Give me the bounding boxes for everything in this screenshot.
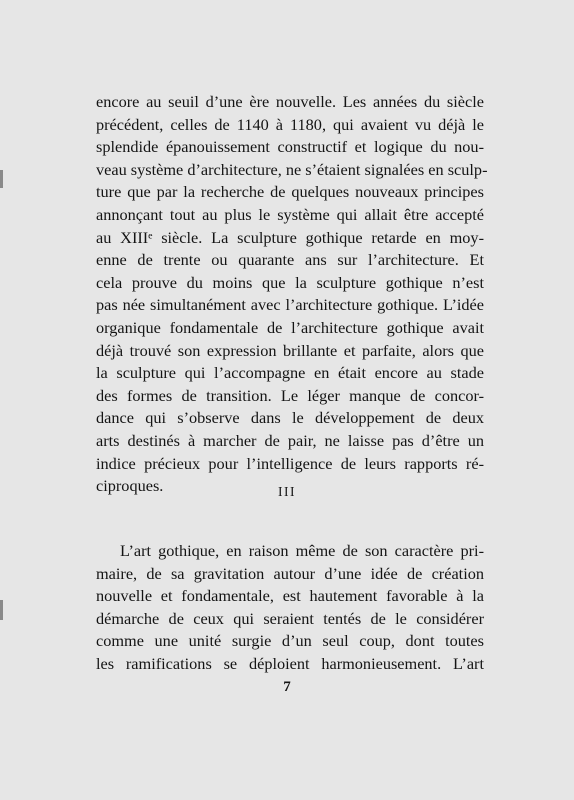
paragraph-continued	[96, 91, 488, 498]
text-line: nouvelle et fondamentale, est hautement favorable à la	[96, 586, 484, 606]
text-line: la sculpture qui l’accompagne en était encore au stade	[96, 363, 484, 383]
text-line: organique fondamentale de l’architecture gothique avait	[96, 317, 484, 337]
text-line-last: ciproques.	[96, 476, 164, 496]
page-number: 7	[283, 679, 291, 695]
text-line: au XIIIᵉ siècle. La sculpture gothique retarde en moy-	[96, 227, 484, 247]
section-heading: III	[278, 484, 296, 499]
text-line: comme une unité surgie d’un seul coup, dont toutes	[96, 631, 484, 651]
paragraph-section-iii	[96, 540, 484, 676]
text-line: annonçant tout au plus le système qui allait être accepté	[96, 204, 484, 224]
text-line: indice précieux pour l’intelligence de leurs rapports ré-	[96, 453, 484, 473]
text-line: ture que par la recherche de quelques nouveaux principes	[96, 182, 484, 202]
text-line: pas née simultanément avec l’architecture gothique. L’idée	[96, 295, 484, 315]
text-line: encore au seuil d’une ère nouvelle. Les années du siècle	[96, 92, 484, 111]
text-line: enne de trente ou quarante ans sur l’architecture. Et	[96, 250, 484, 270]
text-line: précédent, celles de 1140 à 1180, qui avaient vu déjà le	[96, 114, 484, 134]
page-edge-mark	[0, 600, 3, 620]
text-line: arts destinés à marcher de pair, ne laisse pas d’être un	[96, 430, 484, 450]
text-line: cela prouve du moins que la sculpture gothique n’est	[96, 272, 484, 292]
text-line: des formes de transition. Le léger manque de concor-	[96, 385, 484, 405]
text-line-indented: L’art gothique, en raison même de son caractère pri-	[120, 541, 484, 560]
text-line: les ramifications se déploient harmonieusement. L’art	[96, 653, 484, 673]
text-line: déjà trouvé son expression brillante et parfaite, alors que	[96, 340, 484, 360]
text-line: veau système d’architecture, ne s’étaient signalées en sculp-	[96, 159, 488, 179]
text-line: splendide épanouissement constructif et logique du nou-	[96, 137, 484, 157]
text-line: démarche de ceux qui seraient tentés de le considérer	[96, 608, 484, 628]
text-line: dance qui s’observe dans le développement de deux	[96, 408, 484, 428]
page-edge-mark	[0, 170, 3, 188]
text-line: maire, de sa gravitation autour d’une idée de création	[96, 563, 484, 583]
